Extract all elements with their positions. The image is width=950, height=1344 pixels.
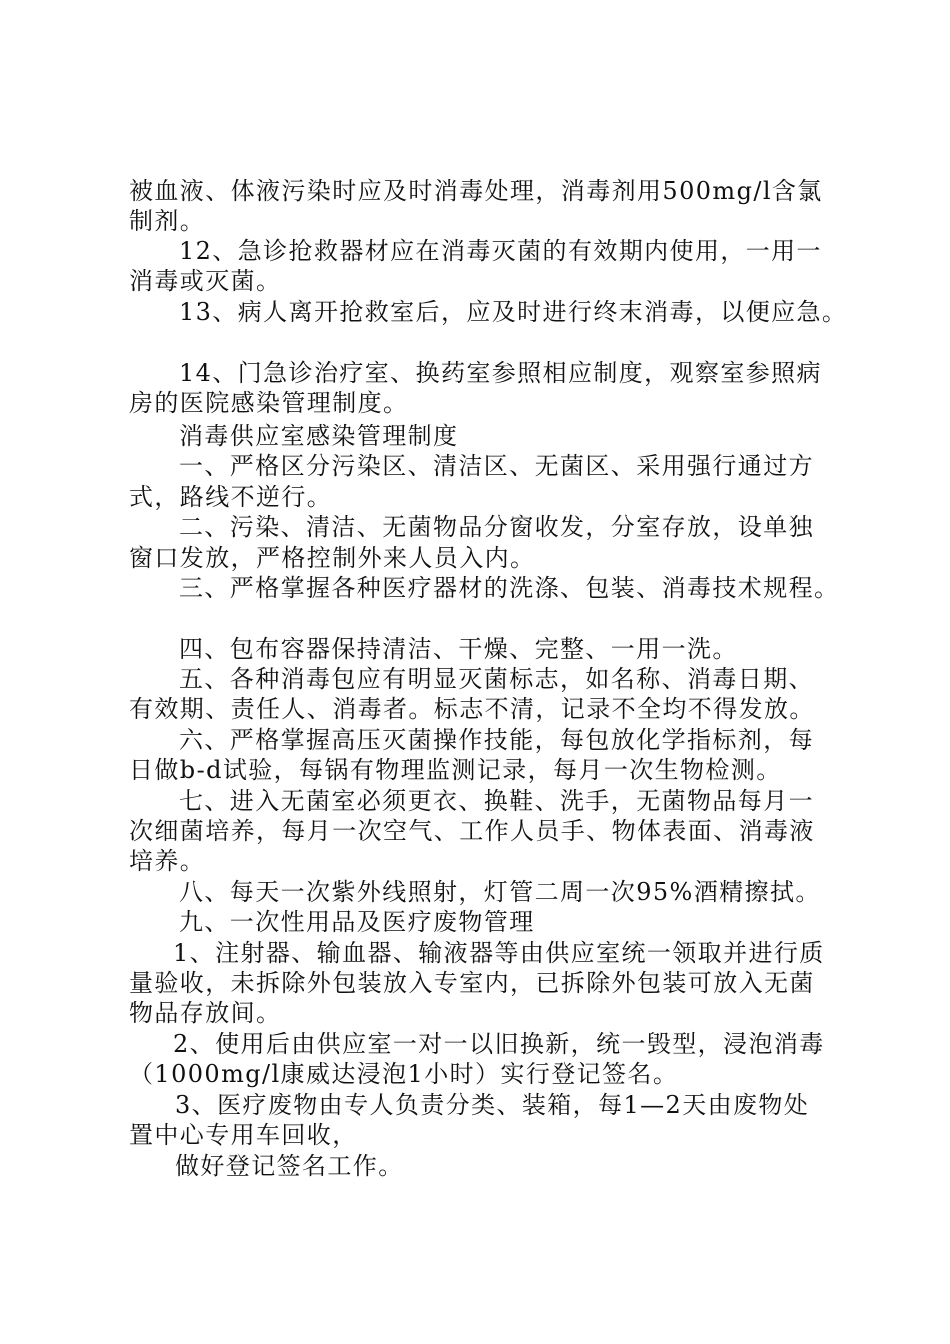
text-line: 一、严格区分污染区、清洁区、无菌区、采用强行通过方: [179, 452, 814, 480]
text-line: 12、急诊抢救器材应在消毒灭菌的有效期内使用，一用一: [179, 237, 822, 265]
text-line: 八、每天一次紫外线照射，灯管二周一次95%酒精擦拭。: [179, 878, 821, 906]
text-line: 14、门急诊治疗室、换药室参照相应制度，观察室参照病: [179, 359, 822, 387]
text-line: 二、污染、清洁、无菌物品分窗收发，分室存放，设单独: [179, 513, 814, 541]
text-line: 制剂。: [129, 207, 206, 235]
text-line: 窗口发放，严格控制外来人员入内。: [129, 544, 536, 572]
text-line: 九、一次性用品及医疗废物管理: [179, 908, 535, 936]
text-line: 置中心专用车回收，: [129, 1121, 358, 1149]
text-line: 六、严格掌握高压灭菌操作技能，每包放化学指标剂，每: [179, 726, 814, 754]
text-line: 房的医院感染管理制度。: [129, 389, 409, 417]
text-line: 培养。: [129, 847, 206, 875]
text-line: 1、注射器、输血器、输液器等由供应室统一领取并进行质: [173, 939, 825, 967]
text-line: 次细菌培养，每月一次空气、工作人员手、物体表面、消毒液: [129, 817, 815, 845]
text-line: 量验收，未拆除外包装放入专室内，已拆除外包装可放入无菌: [129, 969, 815, 997]
text-line: 消毒或灭菌。: [129, 267, 282, 295]
text-line: 四、包布容器保持清洁、干燥、完整、一用一洗。: [179, 635, 738, 663]
text-line: 式，路线不逆行。: [129, 483, 333, 511]
text-line: 物品存放间。: [129, 999, 282, 1027]
text-line: 日做b-d试验，每锅有物理监测记录，每月一次生物检测。: [129, 756, 782, 784]
text-line: 做好登记签名工作。: [175, 1152, 404, 1180]
text-line: 13、病人离开抢救室后，应及时进行终末消毒，以便应急。: [179, 298, 848, 326]
text-line: 三、严格掌握各种医疗器材的洗涤、包装、消毒技术规程。: [179, 574, 840, 602]
text-line: 被血液、体液污染时应及时消毒处理，消毒剂用500mg/l含氯: [129, 177, 823, 205]
text-line: （1000mg/l康威达浸泡1小时）实行登记签名。: [129, 1060, 679, 1088]
text-line: 3、医疗废物由专人负责分类、装箱，每1—2天由废物处: [175, 1091, 810, 1119]
section-heading: 消毒供应室感染管理制度: [179, 422, 459, 450]
text-line: 有效期、责任人、消毒者。标志不清，记录不全均不得发放。: [129, 695, 815, 723]
text-line: 七、进入无菌室必须更衣、换鞋、洗手，无菌物品每月一: [179, 787, 814, 815]
text-line: 五、各种消毒包应有明显灭菌标志，如名称、消毒日期、: [179, 665, 814, 693]
text-line: 2、使用后由供应室一对一以旧换新，统一毁型，浸泡消毒: [173, 1030, 825, 1058]
